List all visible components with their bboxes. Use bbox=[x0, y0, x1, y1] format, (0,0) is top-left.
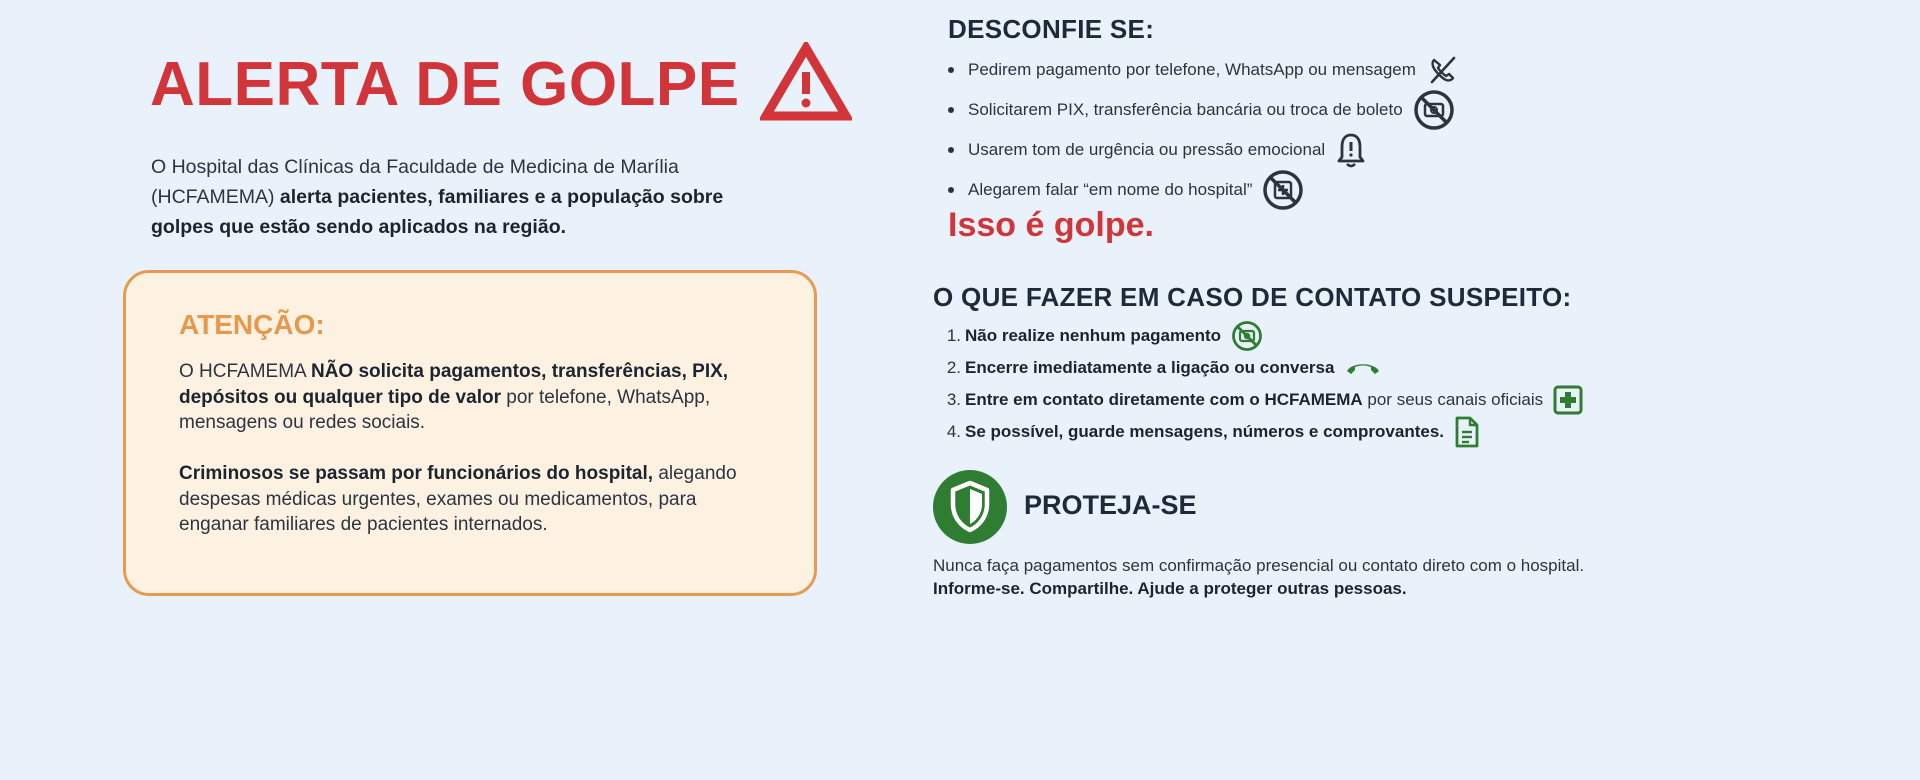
list-item bbox=[933, 384, 1583, 416]
hang-up-phone-icon bbox=[1344, 357, 1382, 379]
no-hospital-icon bbox=[1262, 169, 1304, 211]
list-item bbox=[948, 50, 1458, 90]
attention-paragraph-2 bbox=[179, 461, 759, 538]
intro-plain: O Hospital das Clínicas da Faculdade de Medicina de Marília (HCFAMEMA) bbox=[151, 156, 679, 208]
step-text: Não realize nenhum pagamento bbox=[965, 326, 1221, 345]
attention-p1-bold: NÃO solicita pagamentos, transferências, PIX, depósitos ou qualquer tipo de valor bbox=[179, 361, 729, 408]
attention-p2-plain: alegando despesas médicas urgentes, exames ou medicamentos, para enganar familiares de pacientes internados. bbox=[179, 463, 737, 535]
title-row bbox=[150, 42, 852, 127]
no-money-icon bbox=[1413, 89, 1455, 131]
attention-title: ATENÇÃO: bbox=[179, 309, 325, 340]
step-number: 1. bbox=[946, 326, 961, 345]
bell-alert-icon bbox=[1335, 131, 1367, 169]
step-number: 4. bbox=[946, 422, 961, 441]
page-title: ALERTA DE GOLPE bbox=[150, 49, 740, 119]
protect-text bbox=[933, 554, 1833, 600]
intro-text bbox=[151, 152, 791, 242]
step-number: 3. bbox=[946, 390, 961, 409]
distrust-list bbox=[948, 50, 1458, 210]
document-icon bbox=[1454, 416, 1480, 448]
what-to-do-title: O QUE FAZER EM CASO DE CONTATO SUSPEITO: bbox=[933, 282, 1572, 312]
attention-p1-plain-b: por telefone, WhatsApp, mensagens ou redes sociais. bbox=[179, 386, 711, 433]
attention-p1-plain-a: O HCFAMEMA bbox=[179, 361, 311, 382]
protect-line-1: Nunca faça pagamentos sem confirmação presencial ou contato direto com o hospital. bbox=[933, 556, 1585, 575]
attention-paragraph-1 bbox=[179, 359, 759, 436]
phone-off-icon bbox=[1426, 54, 1458, 86]
list-item-text: Pedirem pagamento por telefone, WhatsApp ou mensagem bbox=[968, 60, 1416, 79]
shield-icon bbox=[933, 470, 1007, 549]
step-number: 2. bbox=[946, 358, 961, 377]
list-item-text: Usarem tom de urgência ou pressão emocional bbox=[968, 140, 1326, 159]
list-item bbox=[948, 90, 1458, 130]
attention-box bbox=[123, 270, 817, 596]
left-column bbox=[0, 0, 900, 780]
list-item bbox=[933, 416, 1583, 448]
steps-list bbox=[933, 320, 1583, 448]
hospital-cross-icon bbox=[1553, 385, 1583, 415]
attention-p2-bold: Criminosos se passam por funcionários do hospital, bbox=[179, 463, 654, 484]
list-item-text: Solicitarem PIX, transferência bancária ou troca de boleto bbox=[968, 100, 1403, 119]
distrust-title: DESCONFIE SE: bbox=[948, 14, 1155, 44]
list-item bbox=[933, 320, 1583, 352]
warning-triangle-icon bbox=[760, 42, 852, 127]
scam-warning: Isso é golpe. bbox=[948, 206, 1154, 244]
list-item bbox=[933, 352, 1583, 384]
step-text-plain: por seus canais oficiais bbox=[1362, 390, 1544, 409]
list-item bbox=[948, 170, 1458, 210]
step-text-bold: Entre em contato diretamente com o HCFAMEMA bbox=[965, 390, 1363, 409]
step-text: Se possível, guarde mensagens, números e comprovantes. bbox=[965, 422, 1445, 441]
protect-line-2: Informe-se. Compartilhe. Ajude a proteger outras pessoas. bbox=[933, 579, 1407, 598]
step-text: Encerre imediatamente a ligação ou conversa bbox=[965, 358, 1335, 377]
list-item bbox=[948, 130, 1458, 170]
no-payment-icon bbox=[1231, 320, 1263, 352]
list-item-text: Alegarem falar “em nome do hospital” bbox=[968, 180, 1253, 199]
right-column bbox=[930, 0, 1910, 780]
protect-title: PROTEJA-SE bbox=[1024, 490, 1197, 520]
intro-bold: alerta pacientes, familiares e a população sobre golpes que estão sendo aplicados na região. bbox=[151, 186, 724, 238]
